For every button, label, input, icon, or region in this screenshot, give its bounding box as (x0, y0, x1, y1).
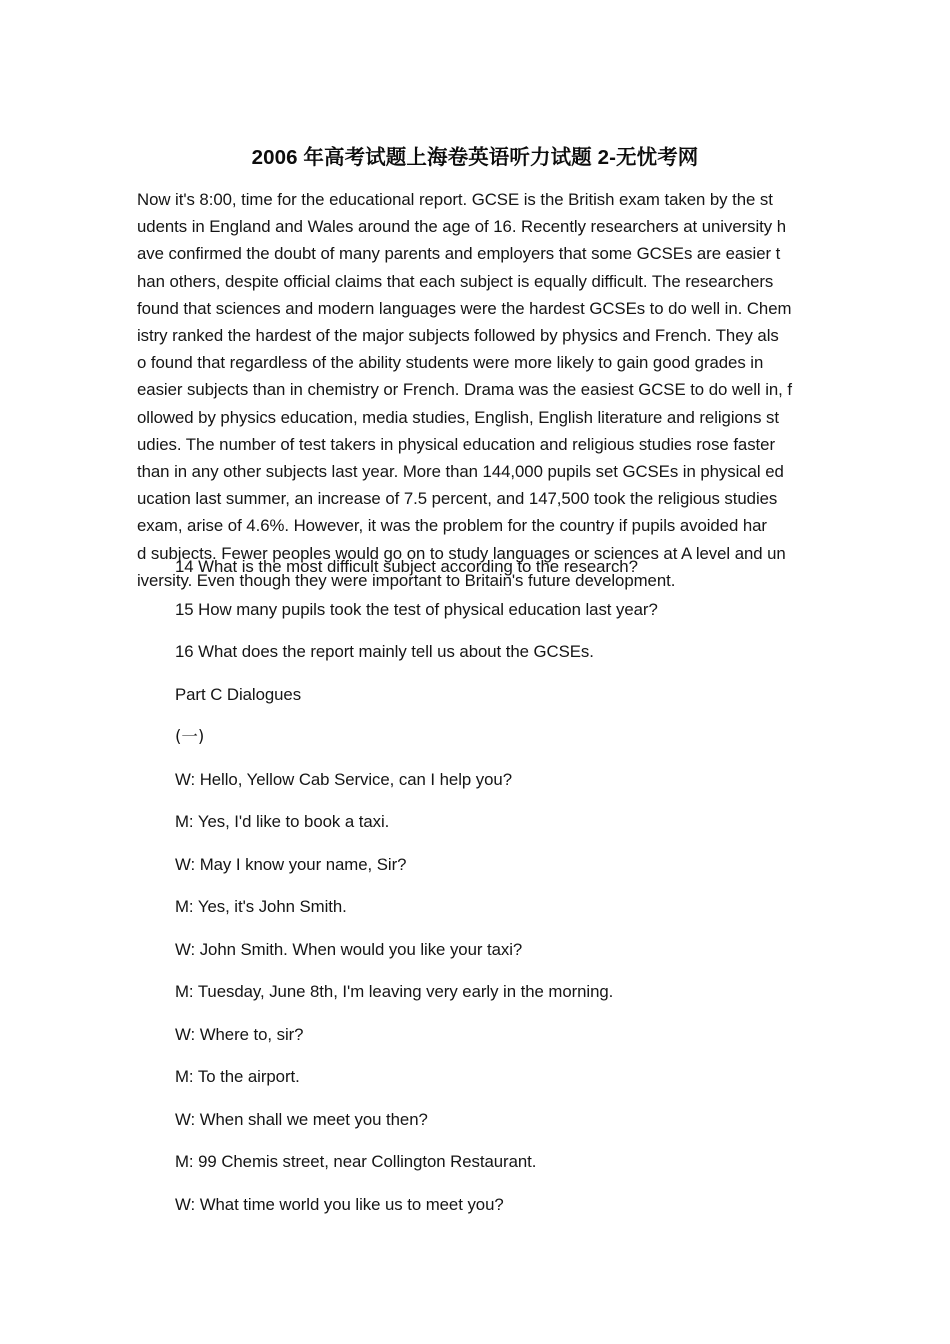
body-line: than in any other subjects last year. More than 144,000 pupils set GCSEs in physical ed (137, 462, 784, 482)
dialogue-line: W: Where to, sir? (175, 1024, 304, 1044)
question-item-16: 16 What does the report mainly tell us about the GCSEs. (175, 642, 594, 661)
subsection-marker: (一) (175, 727, 205, 746)
dialogue-line: W: What time world you like us to meet you? (175, 1194, 504, 1214)
body-line: easier subjects than in chemistry or French. Drama was the easiest GCSE to do well in, f (137, 380, 793, 400)
body-line: istry ranked the hardest of the major subjects followed by physics and French. They als (137, 326, 779, 346)
body-line: exam, arise of 4.6%. However, it was the problem for the country if pupils avoided har (137, 516, 767, 536)
dialogue-line: M: To the airport. (175, 1067, 300, 1086)
body-line: udies. The number of test takers in physical education and religious studies rose faster (137, 434, 775, 454)
body-line: d subjects. Fewer peoples would go on to study languages or sciences at A level and un (137, 543, 786, 563)
dialogue-line: M: Yes, it's John Smith. (175, 897, 347, 916)
dialogue-line: M: 99 Chemis street, near Collington Restaurant. (175, 1152, 537, 1171)
question-item-14: 14 What is the most difficult subject according to the research? (175, 557, 638, 576)
dialogue-line: W: When shall we meet you then? (175, 1109, 428, 1129)
body-line: ave confirmed the doubt of many parents and employers that some GCSEs are easier t (137, 244, 781, 264)
body-line: udents in England and Wales around the age of 16. Recently researchers at university h (137, 217, 787, 237)
body-line: iversity. Even though they were important to Britain's future development. (137, 570, 676, 590)
dialogue-line: M: Tuesday, June 8th, I'm leaving very early in the morning. (175, 982, 614, 1001)
dialogue-line: W: Hello, Yellow Cab Service, can I help you? (175, 769, 512, 789)
page-title: 2006 年高考试题上海卷英语听力试题 2-无忧考网 (251, 145, 699, 169)
dialogue-line: M: Yes, I'd like to book a taxi. (175, 812, 390, 831)
body-line: ollowed by physics education, media studies, English, English literature and religions st (137, 407, 779, 427)
body-line: found that sciences and modern languages were the hardest GCSEs to do well in. Chem (137, 298, 792, 318)
dialogue-line: W: May I know your name, Sir? (175, 854, 407, 874)
part-c-heading: Part C Dialogues (175, 684, 302, 704)
body-paragraph (137, 186, 827, 594)
body-line: ucation last summer, an increase of 7.5 percent, and 147,500 took the religious studies (137, 489, 778, 509)
dialogue-line: W: John Smith. When would you like your taxi? (175, 939, 523, 959)
body-line: Now it's 8:00, time for the educational report. GCSE is the British exam taken by the st (137, 190, 773, 209)
questions-and-dialogue (175, 556, 875, 1236)
body-line: han others, despite official claims that each subject is equally difficult. The researchers (137, 271, 774, 291)
question-item-15: 15 How many pupils took the test of physical education last year? (175, 599, 658, 619)
body-line: o found that regardless of the ability students were more likely to gain good grades in (137, 353, 764, 373)
